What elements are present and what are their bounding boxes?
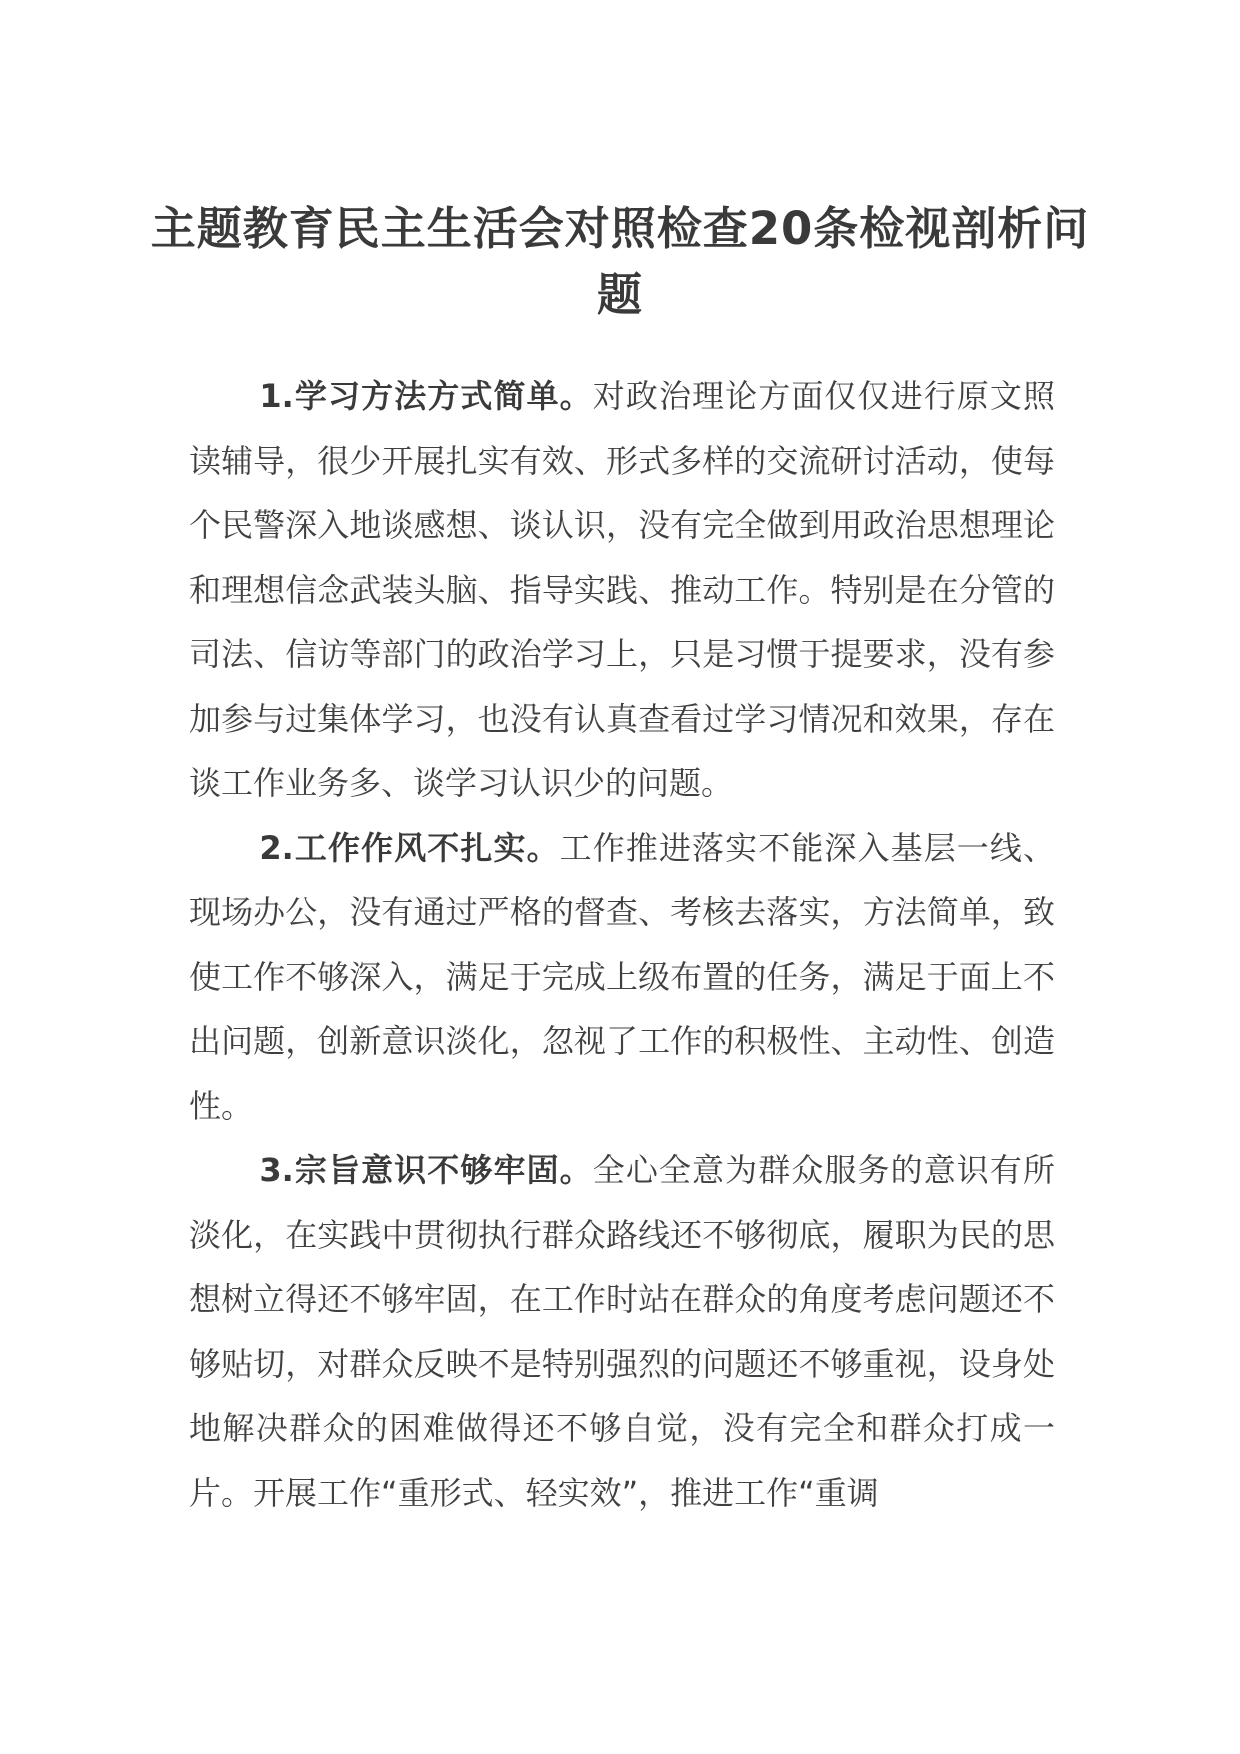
paragraph-2-heading: 2.工作作风不扎实。 [259,828,560,867]
paragraph-2-text: 工作推进落实不能深入基层一线、现场办公，没有通过严格的督查、考核去落实，方法简单，致使工作不够深入，满足于完成上级布置的任务，满足于面上不出问题，创新意识淡化，忽视了工作的积极性、主动性、创造性。 [189,828,1055,1125]
document-body [189,364,1055,1525]
document-title: 主题教育民主生活会对照检查20条检视剖析问题 [150,202,1090,321]
paragraph-3 [189,1138,1055,1525]
paragraph-1-heading: 1.学习方法方式简单。 [259,377,593,415]
paragraph-1-text: 对政治理论方面仅仅进行原文照读辅导，很少开展扎实有效、形式多样的交流研讨活动，使每个民警深入地谈感想、谈认识，没有完全做到用政治思想理论和理想信念武装头脑、指导实践、推动工作。特别是在分管的司法、信访等部门的政治学习上，只是习惯于提要求，没有参加参与过集体学习，也没有认真查看过学习情况和效果，存在谈工作业务多、谈学习认识少的问题。 [189,377,1055,802]
paragraph-3-text: 全心全意为群众服务的意识有所淡化，在实践中贯彻执行群众路线还不够彻底，履职为民的思想树立得还不够牢固，在工作时站在群众的角度考虑问题还不够贴切，对群众反映不是特别强烈的问题还不够重视，设身处地解决群众的困难做得还不够自觉，没有完全和群众打成一片。开展工作“重形式、轻实效”，推进工作“重调 [189,1151,1055,1512]
paragraph-1 [189,364,1055,816]
paragraph-3-heading: 3.宗旨意识不够牢固。 [259,1151,593,1189]
paragraph-2 [189,816,1055,1139]
